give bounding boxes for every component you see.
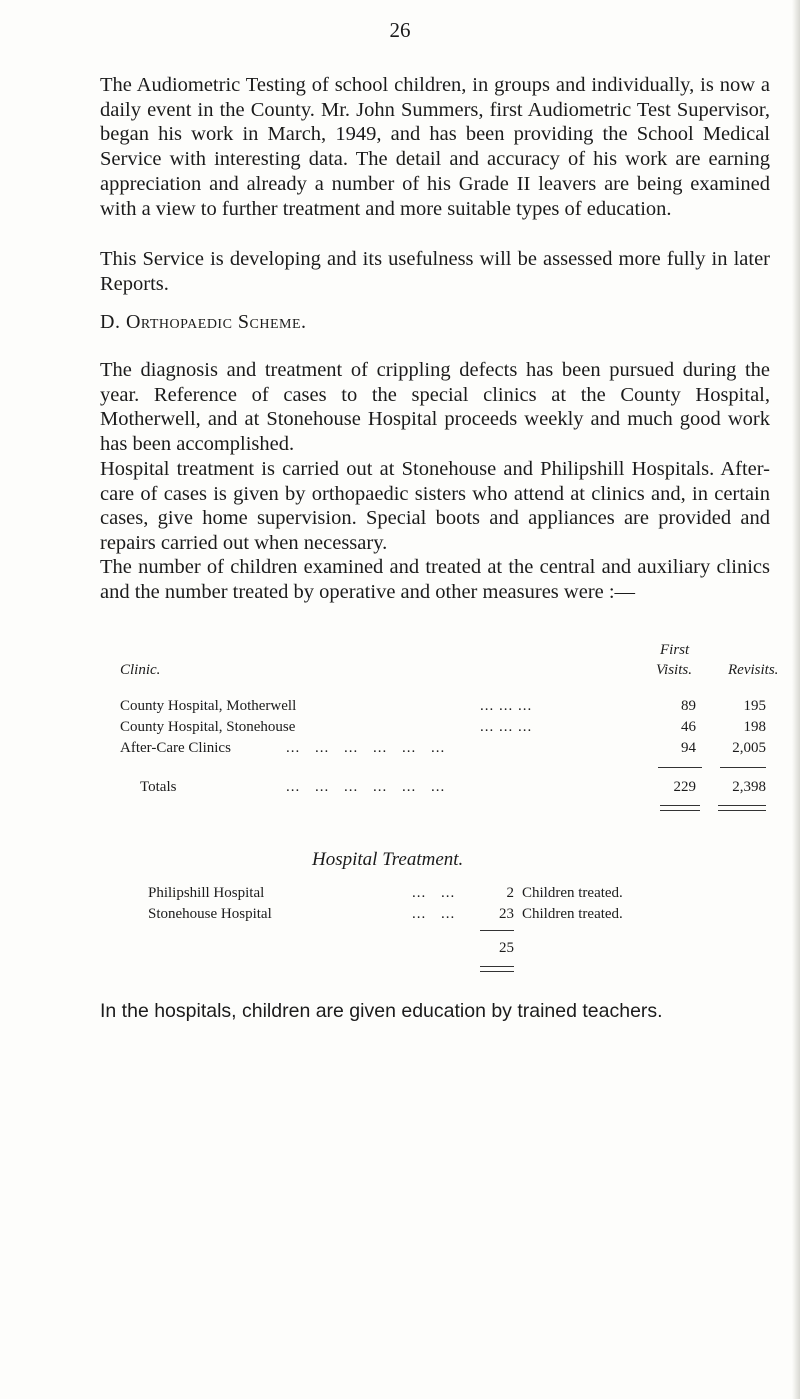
row-leader-dots: ... ... (412, 885, 456, 901)
row-revisits: 2,005 (732, 740, 766, 756)
paragraph-service-developing: This Service is developing and its usefulness will be assessed more fully in later Reports. (100, 248, 770, 295)
paragraph-audiometric: The Audiometric Testing of school children, in groups and individually, is now a daily event in the County. Mr. John Summers, first Audiometric Test Supervisor, began his work in March, 1949, and has been providing the School Medical Service with interesting data. The detail and accuracy of his work are earning appreciation and already a number of his Grade II leavers are being examined with a view to further treatment and more suitable types of education. (100, 74, 770, 220)
row-first-visits: 94 (681, 740, 696, 756)
subtotal-rule (480, 930, 514, 931)
paragraph-education: In the hospitals, children are given education by trained teachers. (100, 1000, 663, 1022)
hospital-total: 25 (499, 940, 514, 956)
row-name: Stonehouse Hospital (148, 906, 272, 922)
paragraph-number-examined: The number of children examined and treated at the central and auxiliary clinics and the number treated by operative and other measures were :— (100, 556, 770, 603)
paragraph-diagnosis: The diagnosis and treatment of crippling defects has been pursued during the year. Reference of cases to the special clinics at the County Hospital, Motherwell, and at Stonehouse Hospital proceeds weekly and much good work has been accomplished. (100, 359, 770, 456)
row-count: 23 (499, 906, 514, 922)
totals-revisits: 2,398 (732, 779, 766, 795)
row-leader-dots: ... ... ... ... ... ... (286, 740, 446, 756)
page-number: 26 (389, 18, 411, 42)
row-count: 2 (506, 885, 514, 901)
row-note: Children treated. (522, 906, 623, 922)
page-edge-shadow (792, 0, 800, 1399)
header-first-line1: First (660, 642, 690, 658)
row-note: Children treated. (522, 885, 623, 901)
total-double-rule (480, 966, 514, 972)
row-leader-dots: ... ... ... (480, 698, 533, 714)
row-name: After-Care Clinics (120, 740, 231, 756)
section-heading-orthopaedic: D. Orthopaedic Scheme. (100, 311, 307, 333)
header-first-line2: Visits. (656, 662, 692, 678)
row-name: Philipshill Hospital (148, 885, 265, 901)
row-leader-dots: ... ... ... (480, 719, 533, 735)
row-name: County Hospital, Motherwell (120, 698, 297, 714)
row-name: County Hospital, Stonehouse (120, 719, 296, 735)
totals-label: Totals (140, 779, 177, 795)
row-leader-dots: ... ... (412, 906, 456, 922)
header-revisits: Revisits. (728, 662, 779, 678)
paragraph-hospital-treatment: Hospital treatment is carried out at Stonehouse and Philipshill Hospitals. After-care of cases is given by orthopaedic sisters who attend at clinics and, in certain cases, give home supervision. Special boots and appliances are provided and repairs carried out when necessary. (100, 458, 770, 555)
header-clinic: Clinic. (120, 662, 161, 678)
row-first-visits: 46 (681, 719, 696, 735)
totals-leader-dots: ... ... ... ... ... ... (286, 779, 446, 795)
row-revisits: 198 (743, 719, 766, 735)
row-first-visits: 89 (681, 698, 696, 714)
totals-first-visits: 229 (673, 779, 696, 795)
hospital-treatment-title: Hospital Treatment. (312, 849, 464, 870)
row-revisits: 195 (743, 698, 766, 714)
